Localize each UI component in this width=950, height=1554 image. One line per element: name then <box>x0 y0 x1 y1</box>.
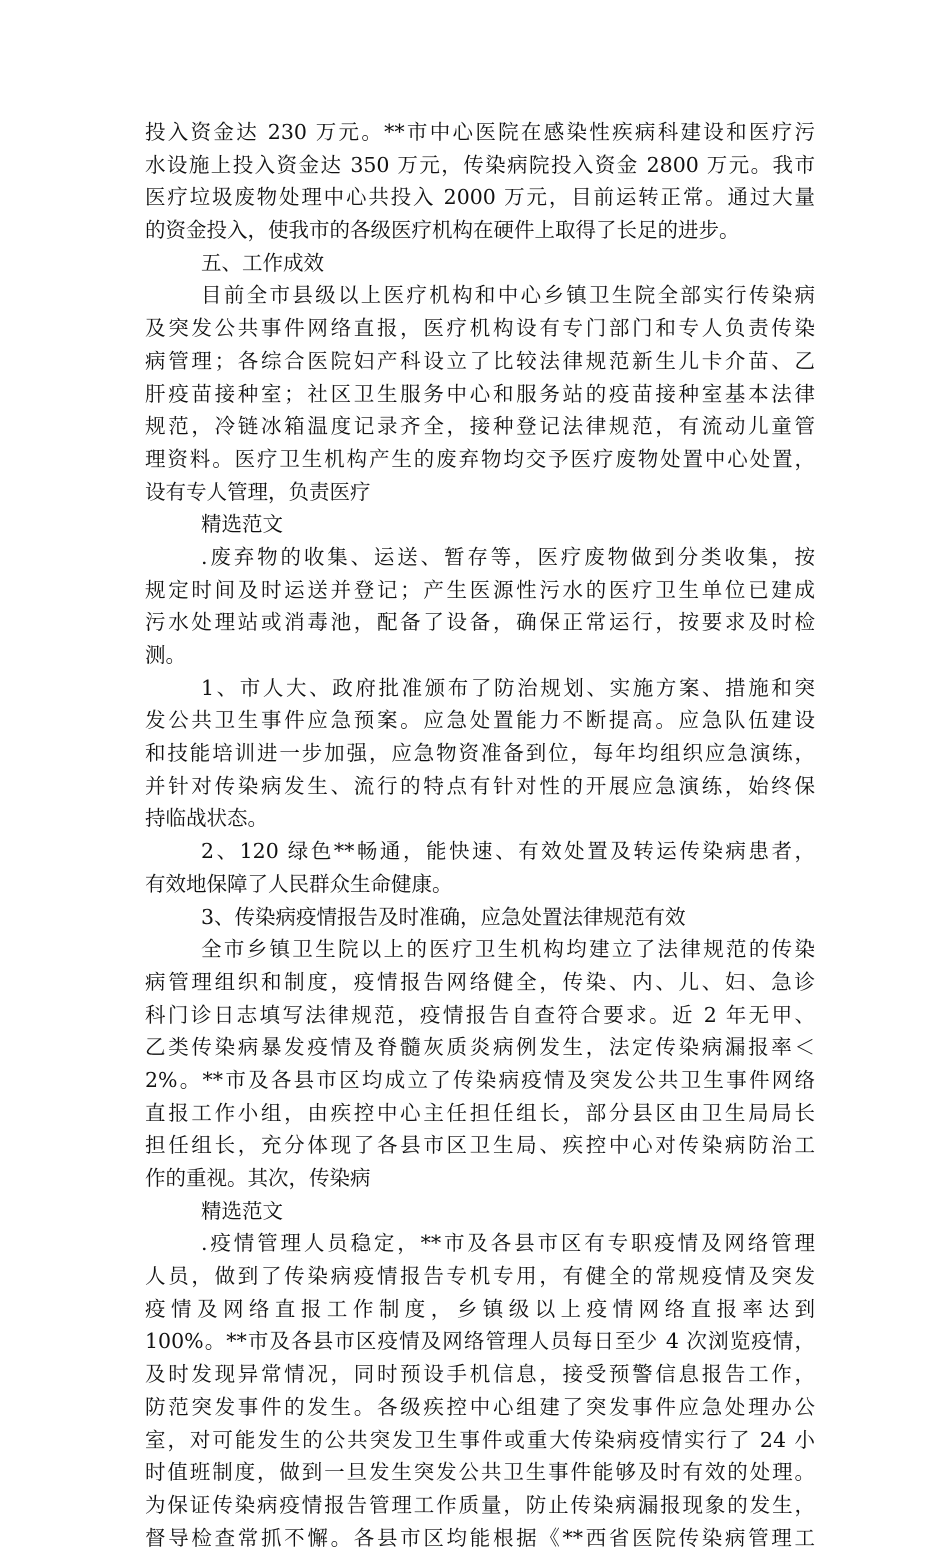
text-line: 和技能培训进一步加强，应急物资准备到位，每年均组织应急演练， <box>145 741 815 766</box>
text-line: 及时发现异常情况，同时预设手机信息，接受预警信息报告工作， <box>145 1362 815 1387</box>
text-line: 3、传染病疫情报告及时准确，应急处置法律规范有效 <box>201 904 686 929</box>
text-line: 设有专人管理，负责医疗 <box>145 479 371 504</box>
text-line: 2、120 绿色**畅通，能快速、有效处置及转运传染病患者， <box>201 839 815 864</box>
text-line: 直报工作小组，由疾控中心主任担任组长，部分县区由卫生局局长 <box>145 1100 815 1125</box>
text-line: 理资料。医疗卫生机构产生的废弃物均交予医疗废物处置中心处置， <box>145 446 815 471</box>
text-line: 病管理组织和制度，疫情报告网络健全，传染、内、儿、妇、急诊 <box>145 969 815 994</box>
text-line: 防范突发事件的发生。各级疾控中心组建了突发事件应急处理办公 <box>145 1394 815 1419</box>
text-line: 1、市人大、政府批准颁布了防治规划、实施方案、措施和突 <box>201 675 815 700</box>
text-line: 目前全市县级以上医疗机构和中心乡镇卫生院全部实行传染病 <box>201 283 815 308</box>
text-line: 五、工作成效 <box>201 250 324 275</box>
text-line: 精选范文 <box>201 512 283 537</box>
text-line: 乙类传染病暴发疫情及脊髓灰质炎病例发生，法定传染病漏报率＜ <box>145 1035 815 1060</box>
text-line: 人员，做到了传染病疫情报告专机专用，有健全的常规疫情及突发 <box>145 1264 815 1289</box>
text-line: 时值班制度，做到一旦发生突发公共卫生事件能够及时有效的处理。 <box>145 1460 815 1485</box>
text-line: 测。 <box>145 643 186 667</box>
text-line: .疫情管理人员稳定，**市及各县市区有专职疫情及网络管理 <box>201 1231 815 1256</box>
text-line: 污水处理站或消毒池，配备了设备，确保正常运行，按要求及时检 <box>145 610 815 635</box>
text-line: 病管理；各综合医院妇产科设立了比较法律规范新生儿卡介苗、乙 <box>145 348 815 373</box>
text-line: 规范，冷链冰箱温度记录齐全，接种登记法律规范，有流动儿童管 <box>145 414 815 439</box>
document-body <box>145 116 815 1554</box>
text-line: 有效地保障了人民群众生命健康。 <box>145 871 453 896</box>
text-line: 医疗垃圾废物处理中心共投入 2000 万元，目前运转正常。通过大量 <box>145 185 815 210</box>
text-line: 投入资金达 230 万元。**市中心医院在感染性疾病科建设和医疗污 <box>145 120 815 144</box>
text-line: 规定时间及时运送并登记；产生医源性污水的医疗卫生单位已建成 <box>145 577 815 602</box>
text-line: 并针对传染病发生、流行的特点有针对性的开展应急演练，始终保 <box>145 773 815 798</box>
text-line: 2%。**市及各县市区均成立了传染病疫情及突发公共卫生事件网络 <box>145 1067 815 1092</box>
text-line: 全市乡镇卫生院以上的医疗卫生机构均建立了法律规范的传染 <box>201 937 815 962</box>
text-line: 的资金投入，使我市的各级医疗机构在硬件上取得了长足的进步。 <box>145 218 740 243</box>
text-line: 为保证传染病疫情报告管理工作质量，防止传染病漏报现象的发生， <box>145 1492 815 1517</box>
text-line: 及突发公共事件网络直报，医疗机构设有专门部门和专人负责传染 <box>145 316 815 341</box>
text-line: 发公共卫生事件应急预案。应急处置能力不断提高。应急队伍建设 <box>145 708 815 733</box>
text-line: 担任组长，充分体现了各县市区卫生局、疾控中心对传染病防治工 <box>145 1133 815 1158</box>
text-line: 持临战状态。 <box>145 806 268 831</box>
text-line: 精选范文 <box>201 1198 283 1223</box>
text-line: 100%。**市及各县市区疫情及网络管理人员每日至少 4 次浏览疫情， <box>145 1329 815 1354</box>
text-line: 作的重视。其次，传染病 <box>145 1166 371 1190</box>
text-line: 疫情及网络直报工作制度，乡镇级以上疫情网络直报率达到 <box>145 1296 815 1321</box>
text-line: 督导检查常抓不懈。各县市区均能根据《**西省医院传染病管理工 <box>145 1525 815 1550</box>
text-line: 室，对可能发生的公共突发卫生事件或重大传染病疫情实行了 24 小 <box>145 1427 815 1452</box>
text-line: 水设施上投入资金达 350 万元，传染病院投入资金 2800 万元。我市 <box>145 152 815 177</box>
text-line: .废弃物的收集、运送、暂存等，医疗废物做到分类收集，按 <box>201 544 815 569</box>
text-line: 科门诊日志填写法律规范，疫情报告自查符合要求。近 2 年无甲、 <box>145 1002 815 1027</box>
text-line: 肝疫苗接种室；社区卫生服务中心和服务站的疫苗接种室基本法律 <box>145 381 815 406</box>
